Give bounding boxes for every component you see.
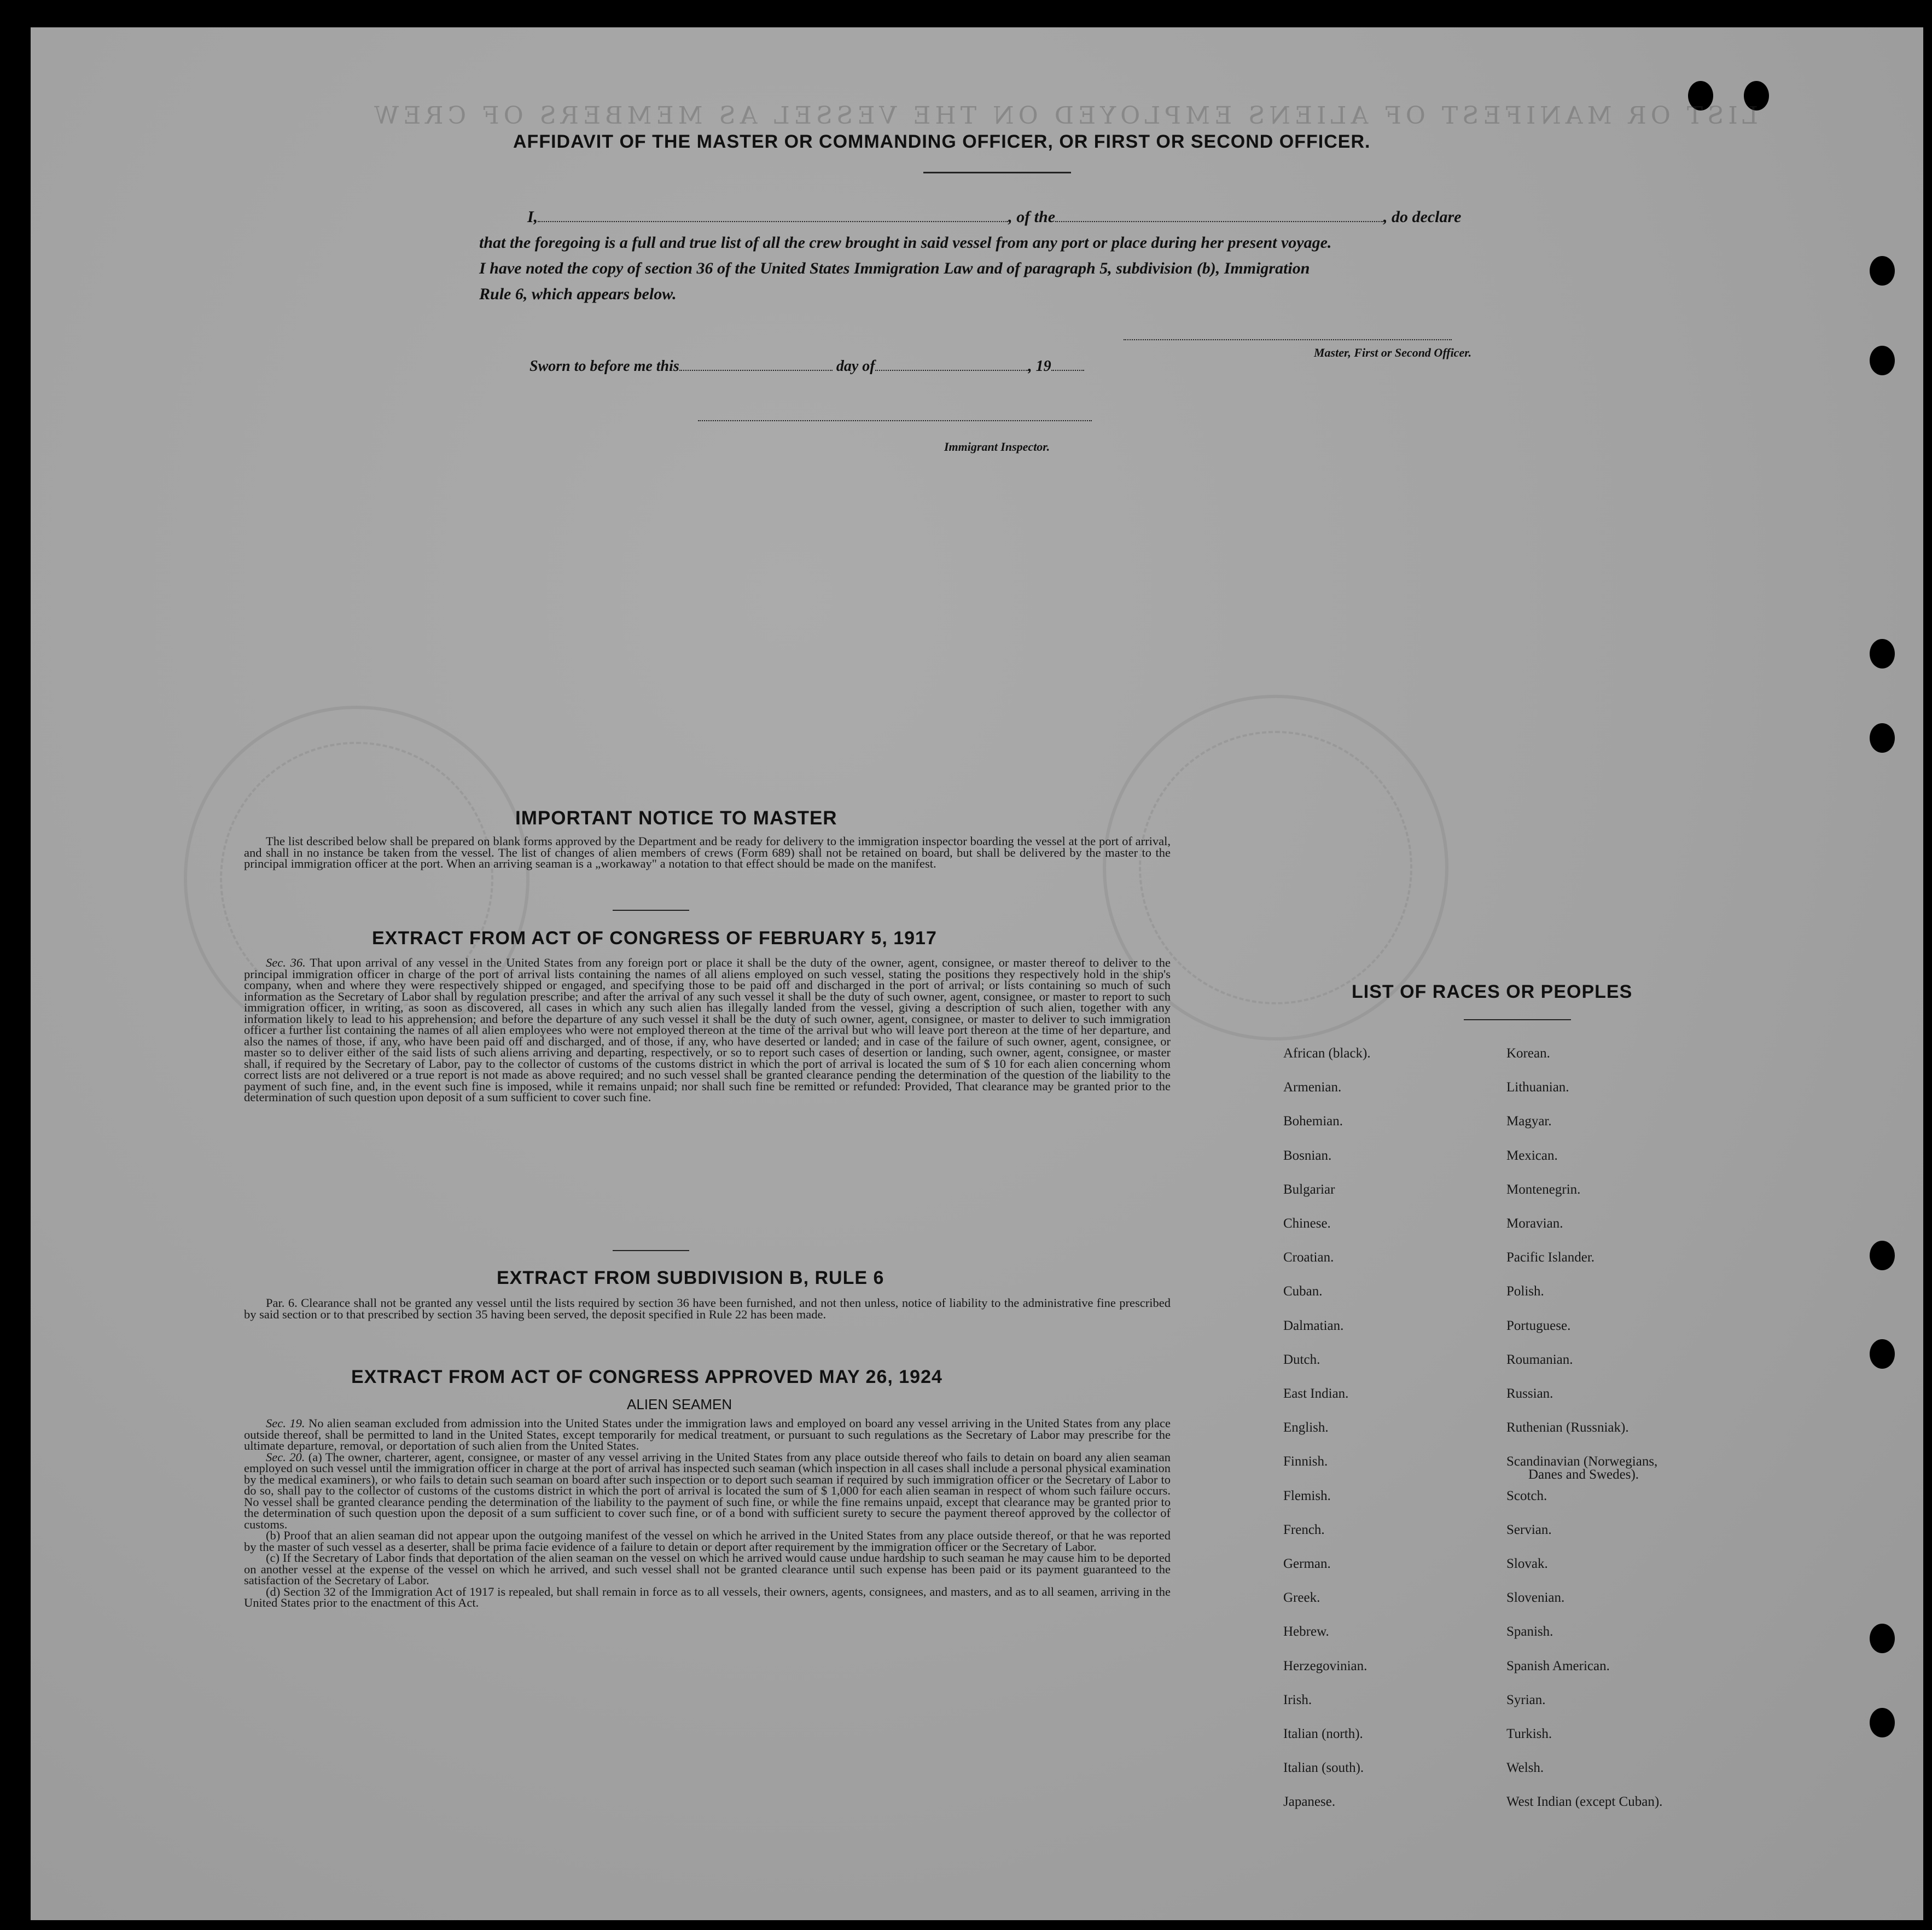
- races-title: LIST OF RACES OR PEOPLES: [1352, 981, 1633, 1002]
- vessel-field[interactable]: [1055, 221, 1383, 222]
- race-item: East Indian.: [1283, 1386, 1349, 1401]
- section-20b-paragraph: (b) Proof that an alien seaman did not appear upon the outgoing manifest of the vessel on which he arrived in the United States from any place outside thereof, or that he was reported by the master of such vessel as a deserter, shall be prima facie evidence of a failure to detain or deport after requirement by the immigration officer or the Secretary of Labor.: [244, 1528, 1171, 1554]
- extract-1917-title: EXTRACT FROM ACT OF CONGRESS OF FEBRUARY 5, 1917: [372, 928, 937, 949]
- punch-hole: [1870, 1708, 1895, 1737]
- rule-6-title: EXTRACT FROM SUBDIVISION B, RULE 6: [497, 1268, 884, 1288]
- inspector-label: Immigrant Inspector.: [944, 440, 1050, 454]
- race-item: Bohemian.: [1283, 1114, 1343, 1129]
- section-36-text: That upon arrival of any vessel in the United States from any foreign port or place it shall be the duty of the owner, agent, consignee, or master thereof to deliver to the principal immigration officer in charge of the port of arrival lists containing the names of all aliens employed on such vessel, stating the positions they respectively hold in the ship's company, when and where they were respectively shipped or engaged, and specifying those to be paid off and discharged in the port of arrival; or lists containing so much of such information as the Secretary of Labor shall by regulation prescribe; and after the arrival of any such vessel it shall be the duty of such owner, agent, consignee, or master to report to such immigration officer, in writing, as soon as discovered, all cases in which any such alien has illegally landed from the vessel, giving a description of such alien, together with any information likely to lead to his apprehension; and before the departure of any such vessel it shall be the duty of such owner, agent, consignee, or master to deliver to such immigration officer a further list containing the names of all alien employees who were not employed thereon at the time of the arrival but who will leave port thereon at the time of her departure, and also the names of those, if any, who have been paid off and discharged, and of those, if any, who have deserted or landed; and in case of the failure of such owner, agent, consignee, or master so to deliver either of the said lists of such aliens arriving and departing, respectively, or so to report such cases of desertion or landing, such owner, agent, consignee, or master shall, if required by the Secretary of Labor, pay to the collector of customs of the customs district in which the port of arrival is located the sum of $ 10 for each alien concerning whom correct lists are not delivered or a true report is not made as above required; and no such vessel shall be granted clearance pending the determination of the question of the liability to the payment of such fine, and, in the event such fine is imposed, while it remains unpaid; nor shall such fine be remitted or refunded: Provided, That clearance may be granted prior to the determination of such question upon deposit of a sum sufficient to cover such fine.: [244, 956, 1171, 1104]
- section-19-paragraph: [244, 1418, 1171, 1452]
- punch-hole: [1870, 1624, 1895, 1653]
- race-item: Italian (north).: [1283, 1726, 1363, 1741]
- race-item: African (black).: [1283, 1046, 1371, 1061]
- race-item: Italian (south).: [1283, 1760, 1364, 1776]
- race-item: Montenegrin.: [1506, 1182, 1581, 1197]
- race-item: Servian.: [1506, 1522, 1552, 1537]
- sworn-year: , 19: [1028, 358, 1051, 375]
- extract-1924-subtitle: ALIEN SEAMEN: [627, 1396, 732, 1412]
- extract-1924-title: EXTRACT FROM ACT OF CONGRESS APPROVED MAY 26, 1924: [351, 1367, 942, 1387]
- race-item: Finnish.: [1283, 1454, 1328, 1469]
- race-item: Flemish.: [1283, 1488, 1331, 1503]
- race-item: Irish.: [1283, 1692, 1312, 1707]
- notice-text: [244, 836, 1171, 870]
- affidavit-line-3: I have noted the copy of section 36 of the United States Immigration Law and of paragraph 5, subdivision (b), Immigration: [479, 259, 1310, 277]
- inspector-signature-field[interactable]: [698, 420, 1092, 421]
- race-item: Syrian.: [1506, 1692, 1546, 1707]
- section-20-label: Sec. 20.: [266, 1450, 305, 1464]
- sworn-line: [529, 358, 1084, 375]
- race-item: Japanese.: [1283, 1794, 1336, 1810]
- race-item: French.: [1283, 1522, 1325, 1537]
- affidavit-line-1: [527, 208, 1461, 226]
- affidavit-i: I,: [527, 208, 538, 226]
- race-item: Bulgariar: [1283, 1182, 1335, 1197]
- punch-hole: [1870, 1339, 1895, 1369]
- race-item: Scandinavian (Norwegians,: [1506, 1454, 1658, 1469]
- extract-1917-text: [244, 957, 1171, 1103]
- sworn-year-field[interactable]: [1051, 370, 1084, 371]
- race-item: Spanish.: [1506, 1624, 1553, 1640]
- race-item: Mexican.: [1506, 1148, 1558, 1163]
- affidavit-declare: , do declare: [1383, 208, 1462, 226]
- race-item: Welsh.: [1506, 1760, 1544, 1776]
- race-item: Ruthenian (Russniak).: [1506, 1420, 1629, 1435]
- race-item: Moravian.: [1506, 1216, 1563, 1231]
- bleed-through-header: LIST OR MANIFEST OF ALIENS EMPLOYED ON THE VESSEL AS MEMBERS OF CREW: [370, 102, 1758, 130]
- notice-divider: [613, 910, 689, 911]
- rule-6-paragraph: Par. 6. Clearance shall not be granted any vessel until the lists required by section 36 have been furnished, and not then unless, notice of liability to the administrative fine prescribed by said section or to that prescribed by section 35 having been served, the deposit specified in Rule 22 has been made.: [244, 1296, 1171, 1321]
- section-19-label: Sec. 19.: [266, 1416, 305, 1430]
- race-item: Polish.: [1506, 1284, 1544, 1299]
- sworn-day-of: day of: [836, 358, 875, 375]
- race-item: Greek.: [1283, 1590, 1320, 1606]
- section-19-text: No alien seaman excluded from admission into the United States under the immigration laws and employed on board any vessel arriving in the United States from any place outside thereof, shall be permitted to land in the United States, except temporarily for medical treatment, or pursuant to such regulations as the Secretary of Labor may prescribe for the ultimate departure, removal, or deportation of such alien from the United States.: [244, 1416, 1171, 1452]
- race-item: West Indian (except Cuban).: [1506, 1794, 1663, 1810]
- race-item: Russian.: [1506, 1386, 1553, 1401]
- race-item: English.: [1283, 1420, 1329, 1435]
- sworn-month-field[interactable]: [875, 370, 1028, 371]
- race-item: Bosnian.: [1283, 1148, 1332, 1163]
- section-20a-paragraph: [244, 1452, 1171, 1531]
- races-left-column: [1283, 1046, 1491, 1845]
- race-item: Magyar.: [1506, 1114, 1552, 1129]
- section-20a-text: (a) The owner, charterer, agent, consignee, or master of any vessel arriving in the United States from any place outside thereof who fails to detain on board any alien seaman employed on such vessel until the immigration officer in charge at the port of arrival has inspected such seaman (which inspection in all cases shall include a personal physical examination by the medical examiners), or who fails to detain such seaman on board after such inspection or to deport such seaman if required by such immigration officer or the Secretary of Labor to do so, shall pay to the collector of customs of the customs district in which the port of arrival is located the sum of $ 1,000 for each alien seaman in respect of whom such failure occurs. No vessel shall be granted clearance pending the determination of the liability to the payment of such fine, or while the fine remains unpaid, except that clearance may be granted prior to the determination of such question upon the deposit of a sum sufficient to cover such fine, or of a bond with sufficient surety to secure the payment thereof approved by the collector of customs.: [244, 1450, 1171, 1531]
- sworn-date-field[interactable]: [679, 370, 833, 371]
- race-item: Dutch.: [1283, 1352, 1320, 1367]
- affidavit-of-the: , of the: [1008, 208, 1056, 226]
- name-field[interactable]: [538, 221, 1008, 222]
- section-20d-paragraph: (d) Section 32 of the Immigration Act of 1917 is repealed, but shall remain in force as to all vessels, their owners, agents, consignees, and masters, and as to all seamen, arriving in the United States prior to the enactment of this Act.: [244, 1584, 1171, 1609]
- races-divider: [1464, 1019, 1571, 1020]
- race-item: Dalmatian.: [1283, 1318, 1344, 1333]
- affidavit-line-4: Rule 6, which appears below.: [479, 285, 677, 303]
- race-item: Scotch.: [1506, 1488, 1547, 1503]
- master-signature-label: Master, First or Second Officer.: [1314, 346, 1472, 359]
- rule-6-text: [244, 1298, 1171, 1320]
- race-item: Turkish.: [1506, 1726, 1552, 1741]
- races-right-column: [1506, 1046, 1813, 1845]
- race-item: German.: [1283, 1556, 1331, 1571]
- race-item: Armenian.: [1283, 1080, 1342, 1095]
- race-item: Spanish American.: [1506, 1658, 1610, 1673]
- affidavit-divider: [923, 172, 1071, 173]
- punch-hole: [1870, 723, 1895, 753]
- race-item: Croatian.: [1283, 1250, 1334, 1265]
- race-item: Korean.: [1506, 1046, 1550, 1061]
- race-item: Cuban.: [1283, 1284, 1323, 1299]
- section-20c-paragraph: (c) If the Secretary of Labor finds that deportation of the alien seaman on the vessel on which he arrived would cause undue hardship to such seaman he may cause him to be deported on another vessel at the expense of the vessel on which he arrived, and such vessel shall not be granted clearance until such expense has been paid or its payment guaranteed to the satisfaction of the Secretary of Labor.: [244, 1551, 1171, 1587]
- race-item: Slovenian.: [1506, 1590, 1565, 1606]
- punch-hole: [1870, 639, 1895, 668]
- notice-paragraph: The list described below shall be prepared on blank forms approved by the Department and be ready for delivery to the immigration inspector boarding the vessel at the port of arrival, and shall in no instance be taken from the vessel. The list of changes of alien members of crews (Form 689) shall not be retained on board, but shall be delivered by the master to the principal immigration officer at the port. When an arriving seaman is a „workaway" a notation to that effect should be made on the manifest.: [244, 834, 1171, 870]
- affidavit-title: AFFIDAVIT OF THE MASTER OR COMMANDING OFFICER, OR FIRST OR SECOND OFFICER.: [513, 131, 1371, 152]
- punch-hole: [1870, 256, 1895, 286]
- punch-hole: [1870, 346, 1895, 375]
- race-item: Chinese.: [1283, 1216, 1331, 1231]
- section-36-paragraph: [244, 957, 1171, 1103]
- race-item: Roumanian.: [1506, 1352, 1573, 1367]
- section-36-label: Sec. 36.: [266, 956, 306, 969]
- race-item: Slovak.: [1506, 1556, 1548, 1571]
- race-item: Lithuanian.: [1506, 1080, 1569, 1095]
- race-item: Portuguese.: [1506, 1318, 1571, 1333]
- affidavit-line-2: that the foregoing is a full and true list of all the crew brought in said vessel from any port or place during her present voyage.: [479, 234, 1332, 252]
- race-item: Herzegovinian.: [1283, 1658, 1367, 1673]
- race-item: Pacific Islander.: [1506, 1250, 1595, 1265]
- race-item: Danes and Swedes).: [1528, 1467, 1639, 1483]
- sworn-prefix: Sworn to before me this: [529, 358, 679, 375]
- extract-1924-text: [244, 1418, 1171, 1609]
- extract-1917-divider: [613, 1250, 689, 1251]
- document-sheet: [31, 27, 1923, 1920]
- notice-title: IMPORTANT NOTICE TO MASTER: [515, 807, 837, 829]
- master-signature-field[interactable]: [1124, 339, 1452, 340]
- punch-hole: [1870, 1241, 1895, 1270]
- race-item: Hebrew.: [1283, 1624, 1329, 1640]
